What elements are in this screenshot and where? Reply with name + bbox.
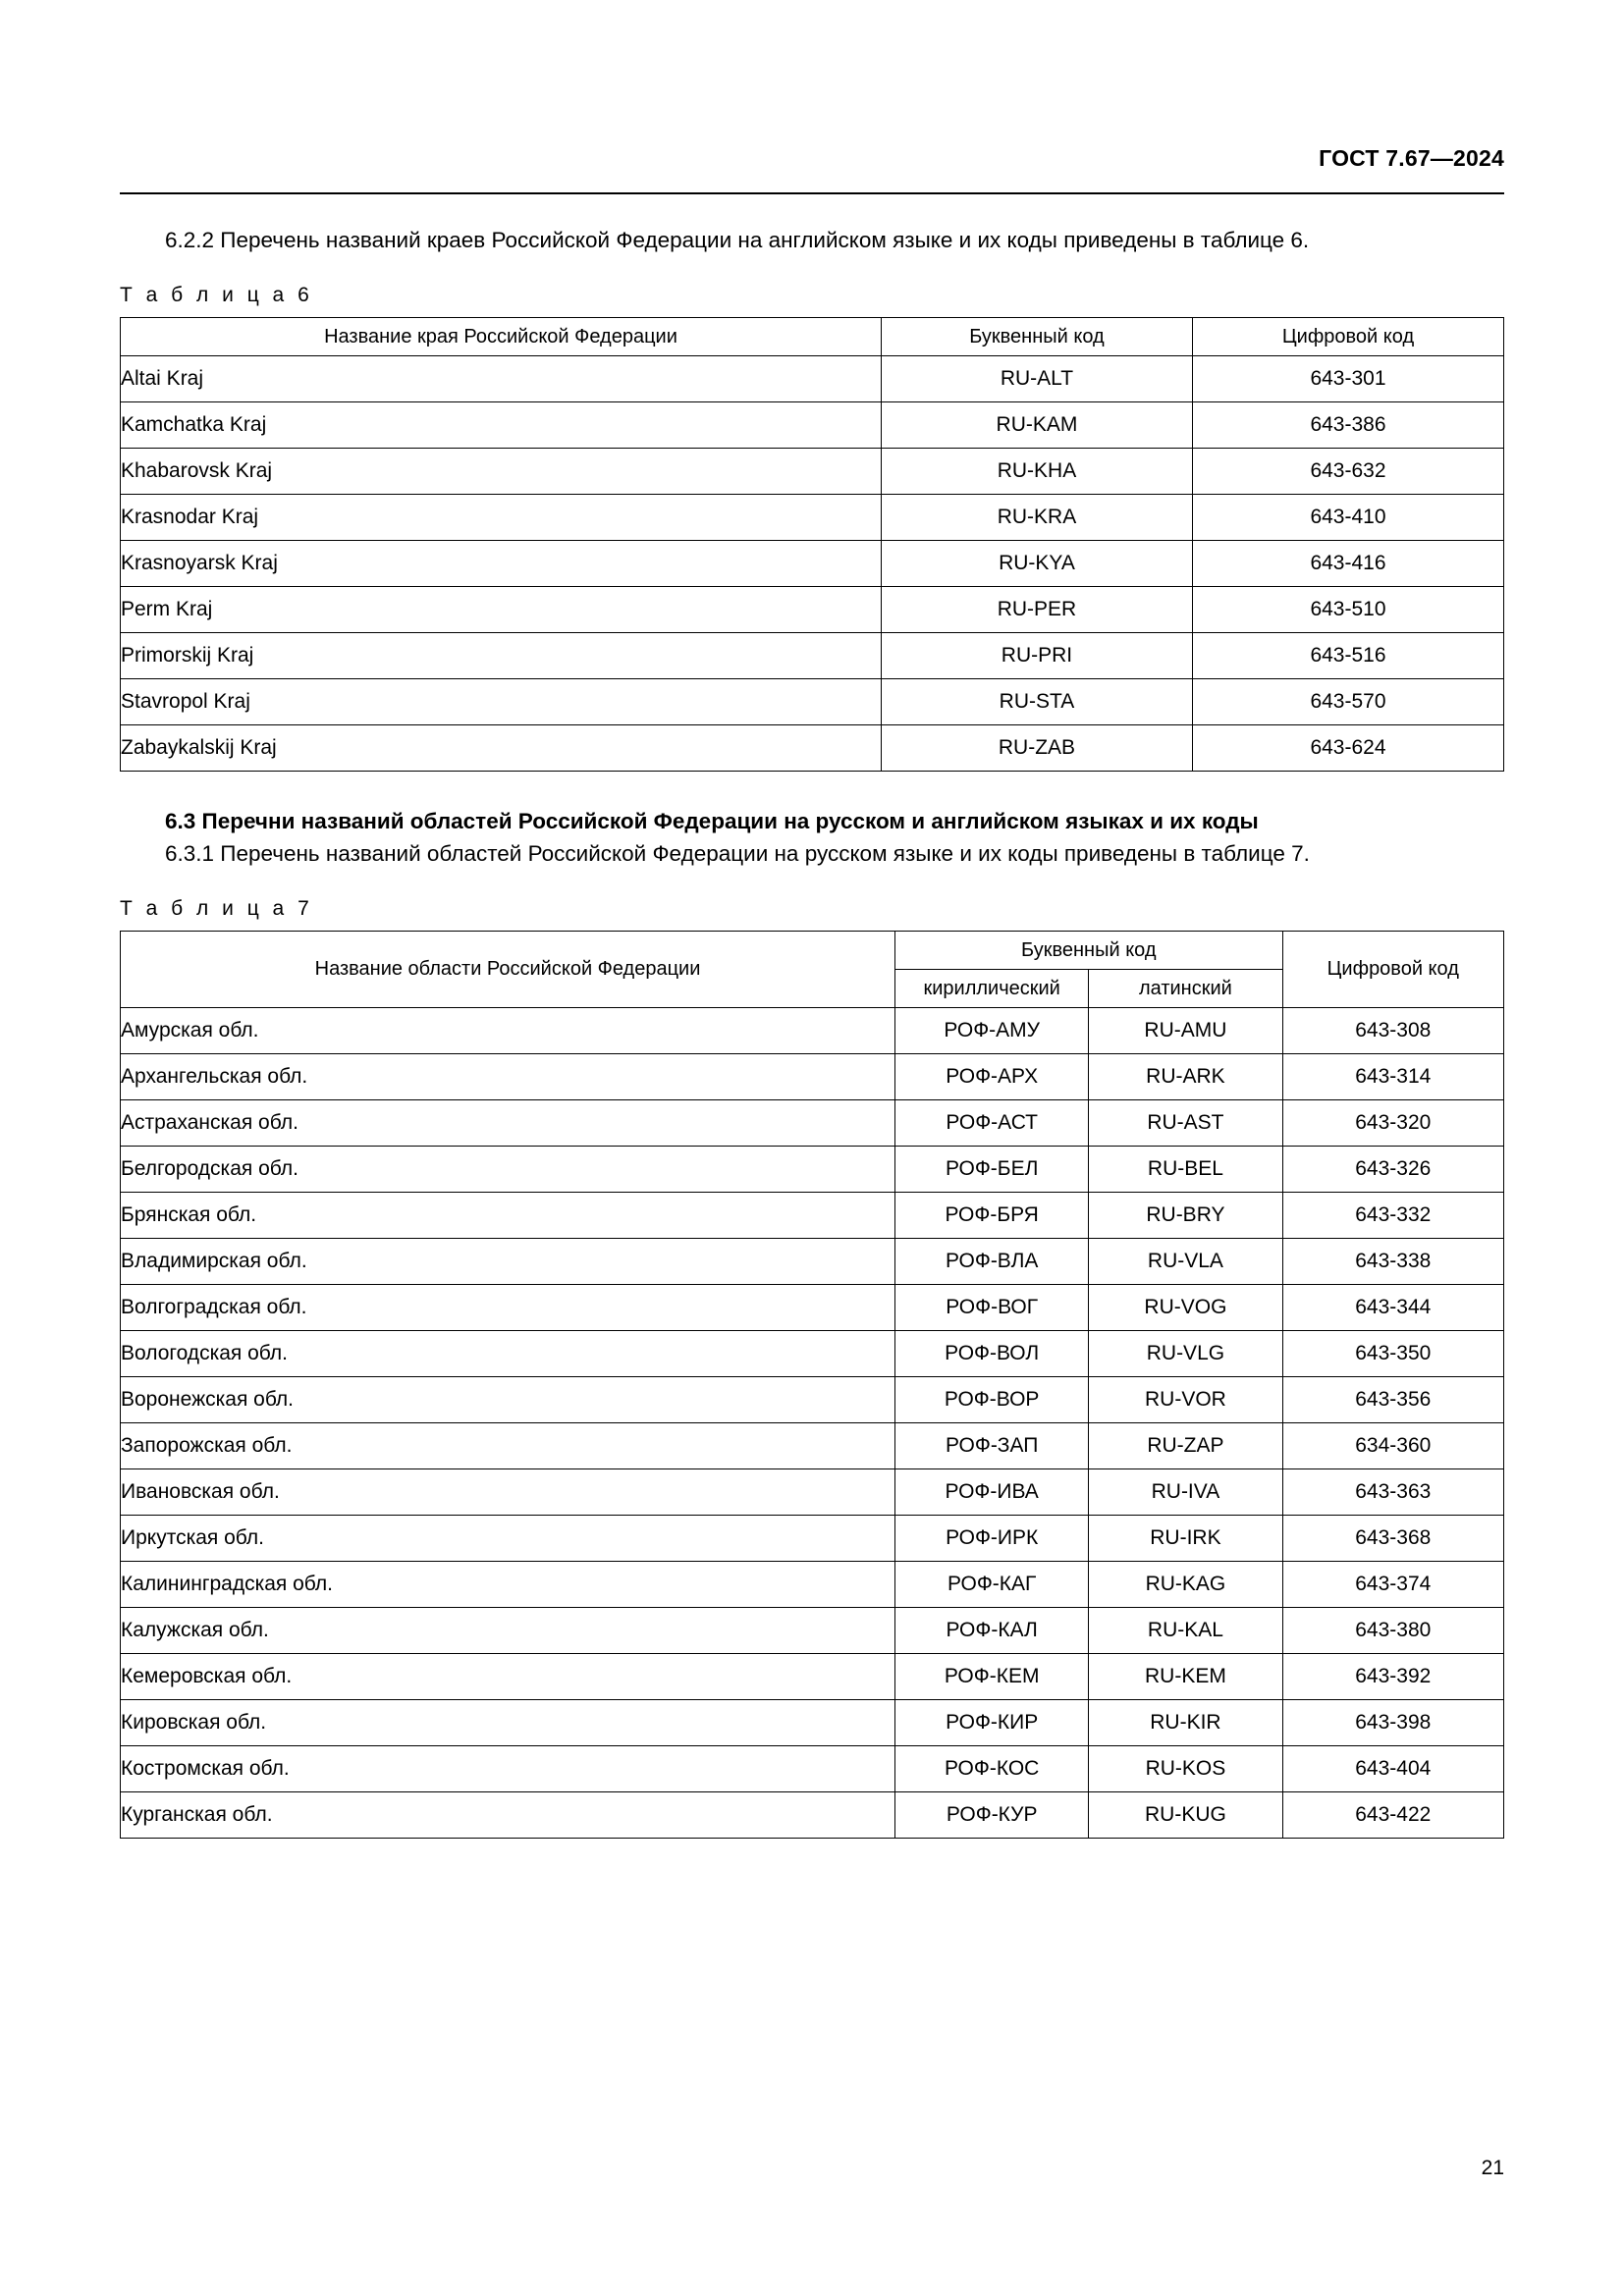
paragraph-6-2-2-text: 6.2.2 Перечень названий краев Российской Федерации на английском языке и их коды приведены в таблице 6. [165,228,1310,252]
oblast-numeric-code-cell: 643-392 [1282,1654,1503,1700]
table-row [121,1193,1504,1239]
kraj-name-cell: Kamchatka Kraj [121,402,882,449]
oblast-numeric-code-cell: 634-360 [1282,1423,1503,1469]
paragraph-6-3-1-text: 6.3.1 Перечень названий областей Российской Федерации на русском языке и их коды приведены в таблице 7. [165,841,1310,866]
oblast-cyrillic-code-cell: РОФ-КУР [895,1792,1089,1839]
table-row [121,1654,1504,1700]
table-7-header-row-1 [121,932,1504,970]
oblast-numeric-code-cell: 643-338 [1282,1239,1503,1285]
oblast-name-cell: Архангельская обл. [121,1054,895,1100]
oblast-name-cell: Ивановская обл. [121,1469,895,1516]
oblast-name-cell: Костромская обл. [121,1746,895,1792]
oblast-name-cell: Белгородская обл. [121,1147,895,1193]
oblast-name-cell: Кировская обл. [121,1700,895,1746]
oblast-latin-code-cell: RU-VLA [1089,1239,1282,1285]
page-content [120,224,1504,1839]
table-6-header-row [121,318,1504,356]
oblast-cyrillic-code-cell: РОФ-КОС [895,1746,1089,1792]
table-row [121,1054,1504,1100]
table-row [121,1746,1504,1792]
oblast-numeric-code-cell: 643-368 [1282,1516,1503,1562]
table-7-header-latin: латинский [1089,970,1282,1008]
oblast-latin-code-cell: RU-BRY [1089,1193,1282,1239]
kraj-letter-code-cell: RU-ZAB [881,725,1192,772]
table-row [121,1423,1504,1469]
kraj-letter-code-cell: RU-KAM [881,402,1192,449]
oblast-cyrillic-code-cell: РОФ-КИР [895,1700,1089,1746]
kraj-name-cell: Krasnodar Kraj [121,495,882,541]
document-standard-id: ГОСТ 7.67—2024 [1319,145,1504,171]
oblast-numeric-code-cell: 643-380 [1282,1608,1503,1654]
oblast-name-cell: Астраханская обл. [121,1100,895,1147]
oblast-cyrillic-code-cell: РОФ-АСТ [895,1100,1089,1147]
page-number: 21 [1481,2157,1504,2179]
oblast-latin-code-cell: RU-ARK [1089,1054,1282,1100]
table-row [121,1700,1504,1746]
table-row [121,1377,1504,1423]
oblast-cyrillic-code-cell: РОФ-БЕЛ [895,1147,1089,1193]
table-row [121,541,1504,587]
table-6 [120,317,1504,772]
header-divider [120,192,1504,194]
oblast-name-cell: Калининградская обл. [121,1562,895,1608]
table-7-caption: Т а б л и ц а 7 [120,897,313,920]
table-7 [120,931,1504,1839]
oblast-latin-code-cell: RU-IVA [1089,1469,1282,1516]
kraj-name-cell: Stavropol Kraj [121,679,882,725]
oblast-cyrillic-code-cell: РОФ-КАГ [895,1562,1089,1608]
kraj-numeric-code-cell: 643-570 [1192,679,1503,725]
kraj-letter-code-cell: RU-KRA [881,495,1192,541]
kraj-numeric-code-cell: 643-516 [1192,633,1503,679]
kraj-numeric-code-cell: 643-410 [1192,495,1503,541]
oblast-latin-code-cell: RU-AMU [1089,1008,1282,1054]
table-row [121,587,1504,633]
paragraph-6-3-1 [120,837,1504,870]
table-7-header-cyrillic: кириллический [895,970,1089,1008]
oblast-name-cell: Запорожская обл. [121,1423,895,1469]
oblast-name-cell: Курганская обл. [121,1792,895,1839]
oblast-name-cell: Иркутская обл. [121,1516,895,1562]
paragraph-6-2-2 [120,224,1504,256]
kraj-letter-code-cell: RU-PRI [881,633,1192,679]
oblast-name-cell: Воронежская обл. [121,1377,895,1423]
oblast-cyrillic-code-cell: РОФ-ВОГ [895,1285,1089,1331]
table-6-header-numeric-code: Цифровой код [1192,318,1503,356]
kraj-numeric-code-cell: 643-386 [1192,402,1503,449]
oblast-latin-code-cell: RU-IRK [1089,1516,1282,1562]
oblast-numeric-code-cell: 643-404 [1282,1746,1503,1792]
oblast-latin-code-cell: RU-ZAP [1089,1423,1282,1469]
table-row [121,1100,1504,1147]
table-row [121,495,1504,541]
table-6-header-name: Название края Российской Федерации [121,318,882,356]
oblast-latin-code-cell: RU-KOS [1089,1746,1282,1792]
table-7-header-letter-code: Буквенный код [895,932,1283,970]
kraj-name-cell: Perm Kraj [121,587,882,633]
oblast-latin-code-cell: RU-KUG [1089,1792,1282,1839]
table-row [121,1516,1504,1562]
table-row [121,449,1504,495]
oblast-cyrillic-code-cell: РОФ-ВОР [895,1377,1089,1423]
table-row [121,679,1504,725]
oblast-name-cell: Амурская обл. [121,1008,895,1054]
kraj-name-cell: Khabarovsk Kraj [121,449,882,495]
oblast-name-cell: Кемеровская обл. [121,1654,895,1700]
oblast-latin-code-cell: RU-VOG [1089,1285,1282,1331]
kraj-name-cell: Zabaykalskij Kraj [121,725,882,772]
kraj-letter-code-cell: RU-KHA [881,449,1192,495]
oblast-cyrillic-code-cell: РОФ-КЕМ [895,1654,1089,1700]
oblast-numeric-code-cell: 643-314 [1282,1054,1503,1100]
oblast-name-cell: Калужская обл. [121,1608,895,1654]
kraj-name-cell: Altai Kraj [121,356,882,402]
table-row [121,1469,1504,1516]
oblast-latin-code-cell: RU-AST [1089,1100,1282,1147]
kraj-letter-code-cell: RU-PER [881,587,1192,633]
table-row [121,356,1504,402]
oblast-numeric-code-cell: 643-398 [1282,1700,1503,1746]
oblast-cyrillic-code-cell: РОФ-ЗАП [895,1423,1089,1469]
kraj-numeric-code-cell: 643-416 [1192,541,1503,587]
table-6-header-letter-code: Буквенный код [881,318,1192,356]
table-7-header-numeric-code: Цифровой код [1282,932,1503,1008]
table-row [121,1239,1504,1285]
oblast-cyrillic-code-cell: РОФ-ВЛА [895,1239,1089,1285]
table-row [121,1147,1504,1193]
oblast-numeric-code-cell: 643-326 [1282,1147,1503,1193]
oblast-numeric-code-cell: 643-374 [1282,1562,1503,1608]
table-6-caption: Т а б л и ц а 6 [120,284,313,306]
oblast-name-cell: Волгоградская обл. [121,1285,895,1331]
table-row [121,633,1504,679]
oblast-cyrillic-code-cell: РОФ-ИВА [895,1469,1089,1516]
oblast-numeric-code-cell: 643-332 [1282,1193,1503,1239]
kraj-letter-code-cell: RU-KYA [881,541,1192,587]
oblast-latin-code-cell: RU-KEM [1089,1654,1282,1700]
oblast-latin-code-cell: RU-KAL [1089,1608,1282,1654]
oblast-numeric-code-cell: 643-308 [1282,1008,1503,1054]
oblast-numeric-code-cell: 643-350 [1282,1331,1503,1377]
oblast-latin-code-cell: RU-BEL [1089,1147,1282,1193]
table-row [121,1285,1504,1331]
table-row [121,1562,1504,1608]
oblast-numeric-code-cell: 643-344 [1282,1285,1503,1331]
oblast-numeric-code-cell: 643-356 [1282,1377,1503,1423]
oblast-name-cell: Брянская обл. [121,1193,895,1239]
kraj-letter-code-cell: RU-ALT [881,356,1192,402]
oblast-cyrillic-code-cell: РОФ-АМУ [895,1008,1089,1054]
kraj-numeric-code-cell: 643-632 [1192,449,1503,495]
table-row [121,1608,1504,1654]
kraj-numeric-code-cell: 643-510 [1192,587,1503,633]
kraj-name-cell: Primorskij Kraj [121,633,882,679]
section-6-3-heading [120,805,1504,837]
oblast-name-cell: Вологодская обл. [121,1331,895,1377]
table-row [121,1792,1504,1839]
oblast-latin-code-cell: RU-VOR [1089,1377,1282,1423]
table-7-header-name: Название области Российской Федерации [121,932,895,1008]
oblast-name-cell: Владимирская обл. [121,1239,895,1285]
kraj-numeric-code-cell: 643-624 [1192,725,1503,772]
section-6-3-number: 6.3 [165,809,196,833]
kraj-numeric-code-cell: 643-301 [1192,356,1503,402]
table-row [121,725,1504,772]
oblast-numeric-code-cell: 643-320 [1282,1100,1503,1147]
oblast-latin-code-cell: RU-KIR [1089,1700,1282,1746]
oblast-cyrillic-code-cell: РОФ-ИРК [895,1516,1089,1562]
oblast-cyrillic-code-cell: РОФ-АРХ [895,1054,1089,1100]
kraj-name-cell: Krasnoyarsk Kraj [121,541,882,587]
oblast-latin-code-cell: RU-KAG [1089,1562,1282,1608]
oblast-cyrillic-code-cell: РОФ-БРЯ [895,1193,1089,1239]
kraj-letter-code-cell: RU-STA [881,679,1192,725]
table-row [121,402,1504,449]
oblast-cyrillic-code-cell: РОФ-ВОЛ [895,1331,1089,1377]
oblast-numeric-code-cell: 643-422 [1282,1792,1503,1839]
table-row [121,1331,1504,1377]
oblast-numeric-code-cell: 643-363 [1282,1469,1503,1516]
oblast-latin-code-cell: RU-VLG [1089,1331,1282,1377]
section-6-3-title: Перечни названий областей Российской Федерации на русском и английском языках и их коды [201,809,1259,833]
oblast-cyrillic-code-cell: РОФ-КАЛ [895,1608,1089,1654]
table-row [121,1008,1504,1054]
